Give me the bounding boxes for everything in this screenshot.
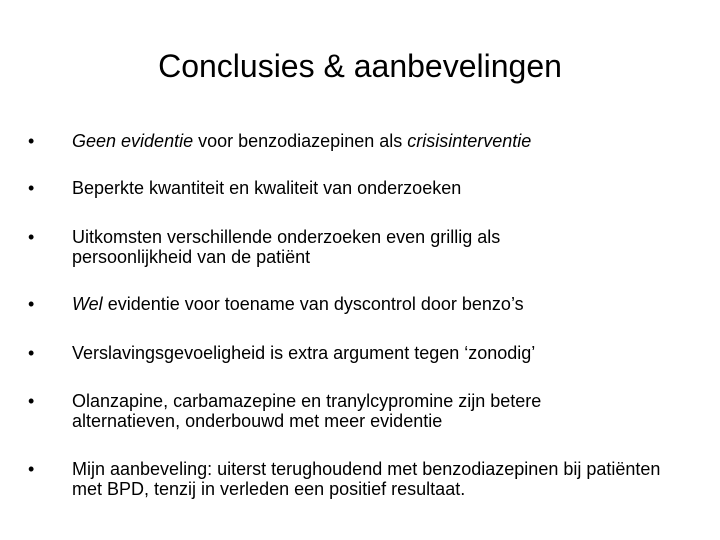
bullet-text: Verslavingsgevoeligheid is extra argument tegen ‘zonodig’ bbox=[72, 343, 536, 363]
bullet-text bbox=[72, 131, 688, 151]
plain-text: voor benzodiazepinen als bbox=[193, 131, 408, 151]
bullet-text: Mijn aanbeveling: uiterst terughoudend met benzodiazepinen bij patiënten met BPD, tenzij in verleden een positief resultaat. bbox=[72, 459, 661, 499]
bullet-marker: • bbox=[28, 131, 35, 151]
bullet-marker: • bbox=[28, 459, 35, 479]
bullet-marker: • bbox=[28, 343, 35, 363]
bullet-item bbox=[28, 227, 688, 267]
bullet-text: Olanzapine, carbamazepine en tranylcypromine zijn betere alternatieven, onderbouwd met meer evidentie bbox=[72, 391, 542, 431]
bullet-marker: • bbox=[28, 294, 35, 314]
emphasis-text: Geen evidentie bbox=[72, 131, 194, 151]
emphasis-text: crisisinterventie bbox=[407, 131, 532, 151]
bullet-text: Uitkomsten verschillende onderzoeken even grillig als persoonlijkheid van de patiënt bbox=[72, 227, 501, 267]
bullet-marker: • bbox=[28, 391, 35, 411]
emphasis-text: Wel bbox=[72, 294, 103, 314]
bullet-item bbox=[28, 343, 688, 363]
bullet-item bbox=[28, 131, 688, 151]
bullet-item bbox=[28, 294, 688, 314]
bullet-text: Beperkte kwantiteit en kwaliteit van onderzoeken bbox=[72, 178, 462, 198]
bullet-text bbox=[72, 294, 688, 314]
bullet-item bbox=[28, 391, 688, 431]
bullet-item bbox=[28, 459, 688, 499]
bullet-marker: • bbox=[28, 178, 35, 198]
slide-title: Conclusies & aanbevelingen bbox=[158, 48, 562, 84]
bullet-item bbox=[28, 178, 688, 198]
bullet-marker: • bbox=[28, 227, 35, 247]
plain-text: evidentie voor toename van dyscontrol door benzo’s bbox=[102, 294, 524, 314]
